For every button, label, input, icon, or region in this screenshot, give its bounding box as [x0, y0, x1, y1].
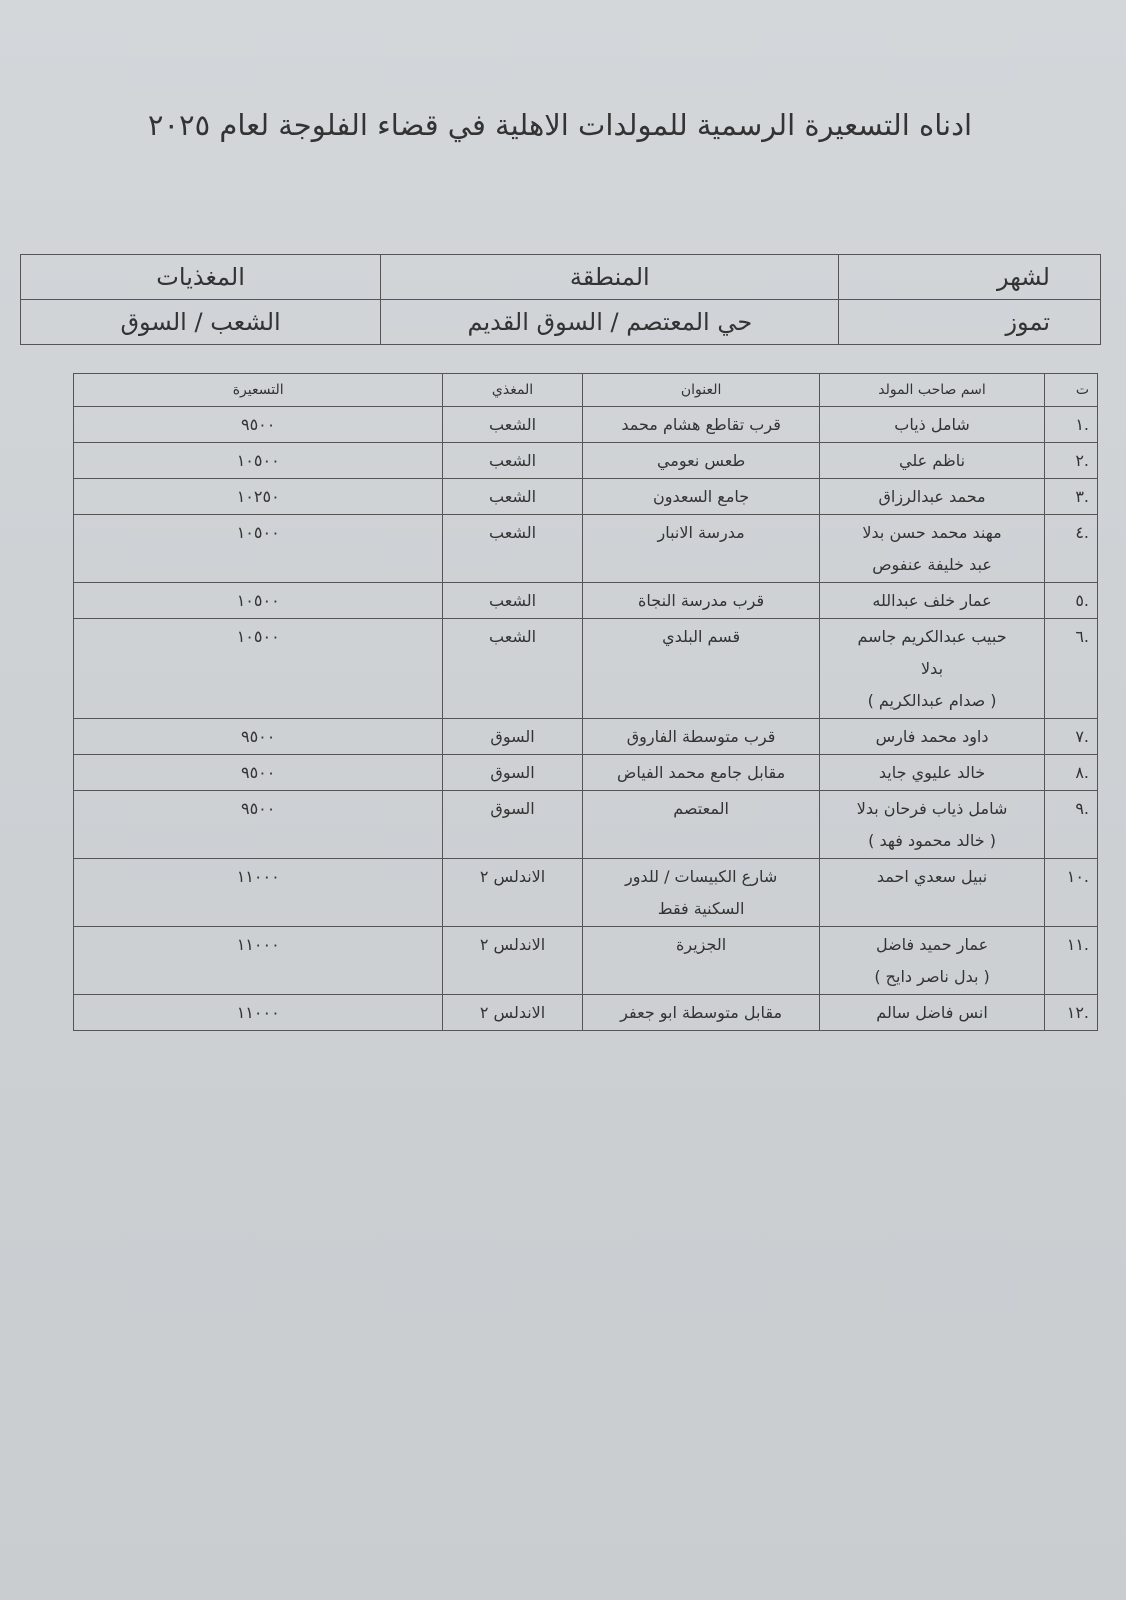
row-address	[582, 515, 820, 583]
owner-name-line: نبيل سعدي احمد	[876, 867, 988, 886]
owner-name-line: خالد عليوي جايد	[878, 763, 986, 782]
table-row	[74, 583, 1098, 619]
address-line: الجزيرة	[676, 935, 727, 954]
table-row	[74, 719, 1098, 755]
owner-name-line: ناظم علي	[899, 451, 966, 470]
address-line: السكنية فقط	[657, 899, 745, 918]
page-title: ادناه التسعيرة الرسمية للمولدات الاهلية في قضاء الفلوجة لعام ٢٠٢٥	[147, 108, 973, 142]
pricing-header-row	[74, 374, 1098, 407]
owner-name-line: بدلا	[921, 659, 944, 678]
row-owner-name	[820, 619, 1044, 719]
row-price: ٩٥٠٠	[74, 755, 443, 791]
owner-name-line: شامل ذياب فرحان بدلا	[856, 799, 1008, 818]
owner-name-line: ( بدل ناصر دايح )	[874, 967, 990, 986]
row-number: .٦	[1044, 619, 1097, 719]
owner-name-line: داود محمد فارس	[875, 727, 989, 746]
table-row	[74, 927, 1098, 995]
row-price: ٩٥٠٠	[74, 719, 443, 755]
pricing-rows	[74, 407, 1098, 1031]
owner-name-line: ( خالد محمود فهد )	[868, 831, 996, 850]
row-feeder: الشعب	[443, 515, 582, 583]
row-number: .٧	[1044, 719, 1097, 755]
header-owner-name: اسم صاحب المولد	[820, 374, 1044, 407]
row-price: ١١٠٠٠	[74, 927, 443, 995]
summary-value-feeders: الشعب / السوق	[21, 300, 381, 345]
table-row	[74, 443, 1098, 479]
row-number: .٢	[1044, 443, 1097, 479]
row-price: ١٠٥٠٠	[74, 619, 443, 719]
owner-name-line: انس فاضل سالم	[876, 1003, 988, 1022]
row-number: .٣	[1044, 479, 1097, 515]
owner-name-line: مهند محمد حسن بدلا	[862, 523, 1002, 542]
row-owner-name	[820, 859, 1044, 927]
address-line: قرب تقاطع هشام محمد	[621, 415, 781, 434]
address-line: قرب مدرسة النجاة	[638, 591, 765, 610]
row-number: .١٠	[1044, 859, 1097, 927]
row-address	[582, 791, 820, 859]
row-feeder: الاندلس ٢	[443, 859, 582, 927]
row-price: ١٠٥٠٠	[74, 515, 443, 583]
row-feeder: الشعب	[443, 619, 582, 719]
table-row	[74, 755, 1098, 791]
address-line: مقابل متوسطة ابو جعفر	[620, 1003, 783, 1022]
row-price: ١٠٢٥٠	[74, 479, 443, 515]
row-feeder: الشعب	[443, 407, 582, 443]
row-owner-name	[820, 583, 1044, 619]
owner-name-line: عمار خلف عبدالله	[872, 591, 992, 610]
table-row	[74, 859, 1098, 927]
row-address	[582, 995, 820, 1031]
summary-value-area: حي المعتصم / السوق القديم	[381, 300, 839, 345]
row-number: .١٢	[1044, 995, 1097, 1031]
table-row	[74, 515, 1098, 583]
address-line: قرب متوسطة الفاروق	[626, 727, 776, 746]
table-row	[74, 791, 1098, 859]
owner-name-line: عمار حميد فاضل	[875, 935, 989, 954]
owner-name-line: حبيب عبدالكريم جاسم	[857, 627, 1007, 646]
row-owner-name	[820, 755, 1044, 791]
row-address	[582, 755, 820, 791]
row-address	[582, 443, 820, 479]
row-owner-name	[820, 443, 1044, 479]
row-address	[582, 719, 820, 755]
table-row	[74, 407, 1098, 443]
row-number: .٨	[1044, 755, 1097, 791]
row-number: .٥	[1044, 583, 1097, 619]
header-number: ت	[1044, 374, 1097, 407]
table-row	[74, 619, 1098, 719]
header-address: العنوان	[582, 374, 820, 407]
row-address	[582, 859, 820, 927]
owner-name-line: عبد خليفة عنفوص	[872, 555, 992, 574]
row-feeder: الشعب	[443, 443, 582, 479]
address-line: المعتصم	[673, 799, 729, 818]
row-price: ١٠٥٠٠	[74, 583, 443, 619]
summary-header-area: المنطقة	[381, 255, 839, 300]
address-line: شارع الكبيسات / للدور	[624, 867, 778, 886]
header-feeder: المغذي	[443, 374, 582, 407]
address-line: جامع السعدون	[653, 487, 750, 506]
summary-header-row	[21, 255, 1101, 300]
table-row	[74, 479, 1098, 515]
table-row	[74, 995, 1098, 1031]
row-feeder: السوق	[443, 791, 582, 859]
row-feeder: الشعب	[443, 583, 582, 619]
row-price: ٩٥٠٠	[74, 791, 443, 859]
row-address	[582, 583, 820, 619]
address-line: مقابل جامع محمد الفياض	[616, 763, 786, 782]
row-price: ١٠٥٠٠	[74, 443, 443, 479]
row-address	[582, 407, 820, 443]
row-owner-name	[820, 995, 1044, 1031]
row-number: .٩	[1044, 791, 1097, 859]
row-number: .١	[1044, 407, 1097, 443]
row-address	[582, 479, 820, 515]
address-line: مدرسة الانبار	[657, 523, 745, 542]
row-address	[582, 619, 820, 719]
summary-header-month: لشهر	[839, 255, 1101, 300]
owner-name-line: محمد عبدالرزاق	[878, 487, 986, 506]
summary-value-row	[21, 300, 1101, 345]
row-owner-name	[820, 927, 1044, 995]
owner-name-line: شامل ذياب	[894, 415, 970, 434]
row-price: ٩٥٠٠	[74, 407, 443, 443]
row-number: .١١	[1044, 927, 1097, 995]
row-address	[582, 927, 820, 995]
row-price: ١١٠٠٠	[74, 859, 443, 927]
owner-name-line: ( صدام عبدالكريم )	[867, 691, 997, 710]
row-owner-name	[820, 515, 1044, 583]
row-price: ١١٠٠٠	[74, 995, 443, 1031]
row-feeder: السوق	[443, 719, 582, 755]
row-feeder: الشعب	[443, 479, 582, 515]
pricing-table	[73, 373, 1098, 1031]
row-feeder: السوق	[443, 755, 582, 791]
summary-table	[20, 254, 1101, 345]
row-owner-name	[820, 719, 1044, 755]
summary-header-feeders: المغذيات	[21, 255, 381, 300]
row-number: .٤	[1044, 515, 1097, 583]
address-line: طعس نعومي	[656, 451, 746, 470]
address-line: قسم البلدي	[662, 627, 741, 646]
summary-value-month: تموز	[839, 300, 1101, 345]
row-feeder: الاندلس ٢	[443, 927, 582, 995]
row-feeder: الاندلس ٢	[443, 995, 582, 1031]
header-price: التسعيرة	[74, 374, 443, 407]
row-owner-name	[820, 791, 1044, 859]
row-owner-name	[820, 407, 1044, 443]
row-owner-name	[820, 479, 1044, 515]
